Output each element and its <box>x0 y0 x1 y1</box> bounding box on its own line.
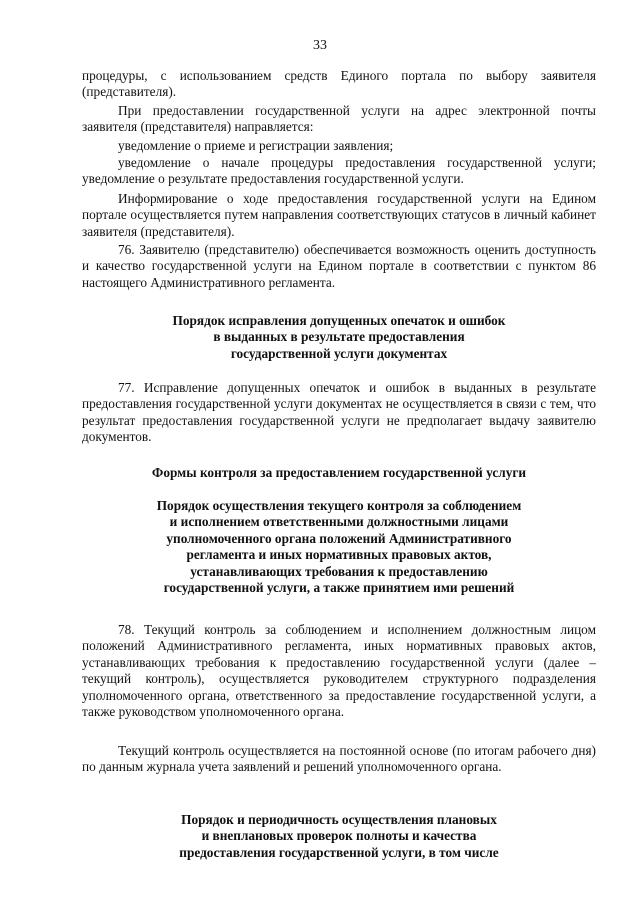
heading-control-forms <box>82 465 596 481</box>
heading-line: государственной услуги, а также принятием ими решений <box>163 580 515 596</box>
paragraph-text: При предоставлении государственной услуги на адрес электронной почты заявителя (представителя) направляется: <box>82 103 596 135</box>
paragraph-text: 76. Заявителю (представителю) обеспечивается возможность оценить доступность и качество государственной услуги на Едином портале в соответствии с пунктом 86 настоящего Административного регламента. <box>82 242 596 290</box>
paragraph-current-control-basis <box>82 743 596 776</box>
heading-line: и исполнением ответственными должностными лицами <box>169 514 509 530</box>
heading-line: государственной услуги документах <box>230 345 448 361</box>
heading-line: уполномоченного органа положений Административного <box>166 530 512 546</box>
page-number: 33 <box>313 38 327 53</box>
paragraph-item-76 <box>82 242 596 291</box>
heading-line: предоставления государственной услуги, в том числе <box>179 844 499 860</box>
heading-inspections <box>82 812 596 861</box>
heading-line: и внеплановых проверок полноты и качества <box>201 828 477 844</box>
heading-line: в выданных в результате предоставления <box>213 329 465 345</box>
paragraph-email-notice <box>82 103 596 136</box>
heading-line: Порядок осуществления текущего контроля за соблюдением <box>156 498 522 513</box>
paragraph-text: 78. Текущий контроль за соблюдением и исполнением должностным лицом положений Административного регламента, иных нормативных правовых актов, устанавливающих требования к предоставлению государственной услуги (далее – текущий контроль), осуществляется руководителем структурного подразделения уполномоченного органа, ответственного за предоставление государственной услуги, а также руководством уполномоченного органа. <box>82 622 596 720</box>
paragraph-text: уведомление о приеме и регистрации заявления; <box>118 138 394 153</box>
paragraph-text: Информирование о ходе предоставления государственной услуги на Едином портале осуществляется путем направления соответствующих статусов в личный кабинет заявителя (представителя). <box>82 191 596 239</box>
heading-line: Порядок и периодичность осуществления плановых <box>181 812 497 827</box>
heading-line: устанавливающих требования к предоставлению <box>190 563 488 579</box>
paragraph-item-78 <box>82 622 596 720</box>
paragraph-continuation <box>82 68 596 101</box>
heading-current-control <box>82 498 596 596</box>
heading-line: регламента и иных нормативных правовых актов, <box>186 547 492 563</box>
paragraph-receipt-notice <box>82 138 596 154</box>
paragraph-item-77 <box>82 380 596 446</box>
heading-corrections <box>82 313 596 362</box>
paragraph-text: уведомление о начале процедуры предоставления государственной услуги; уведомление о результате предоставления государственной услуги. <box>82 155 596 187</box>
heading-line: Формы контроля за предоставлением государственной услуги <box>151 465 527 480</box>
paragraph-start-notice <box>82 155 596 188</box>
heading-line: Порядок исправления допущенных опечаток и ошибок <box>172 313 506 328</box>
paragraph-informing <box>82 191 596 240</box>
paragraph-text: 77. Исправление допущенных опечаток и ошибок в выданных в результате предоставления государственной услуги документах не осуществляется в связи с тем, что результат предоставления государственной услуги не предполагает выдачу заявителю документов. <box>82 380 596 445</box>
paragraph-text: Текущий контроль осуществляется на постоянной основе (по итогам рабочего дня) по данным журнала учета заявлений и решений уполномоченного органа. <box>82 743 596 775</box>
paragraph-text: процедуры, с использованием средств Единого портала по выбору заявителя (представителя). <box>82 68 596 100</box>
